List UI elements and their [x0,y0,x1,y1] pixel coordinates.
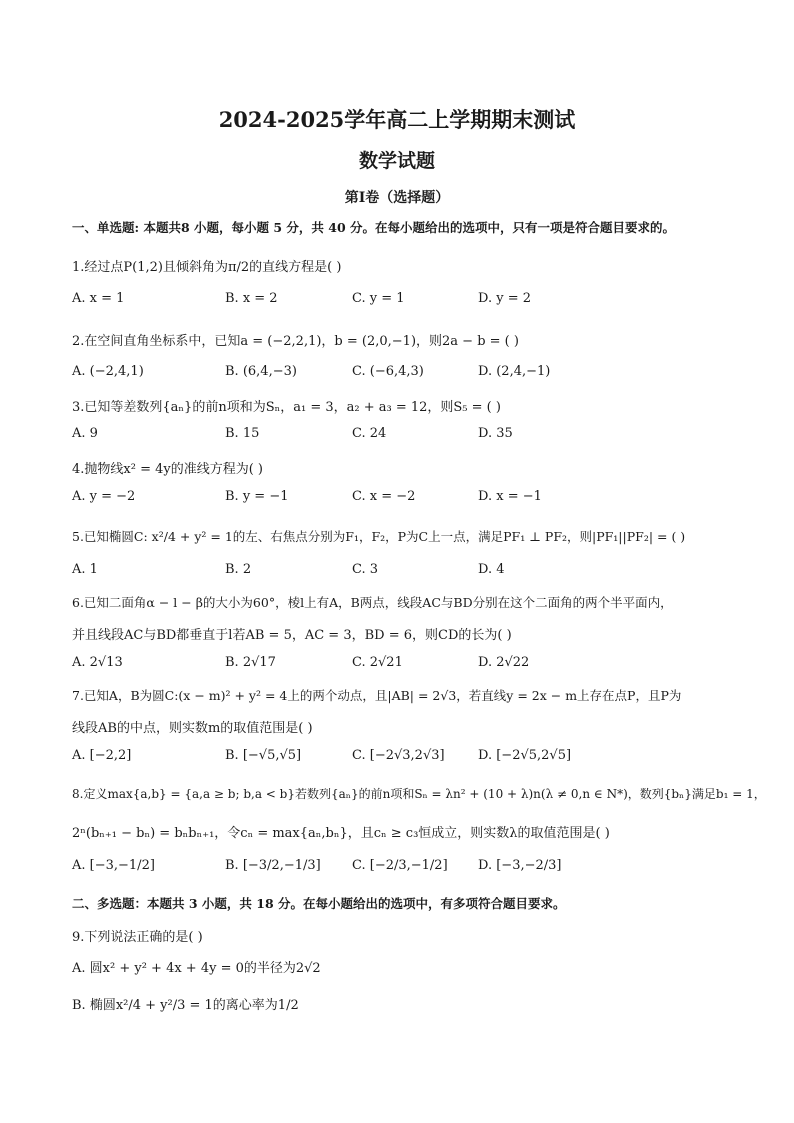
question-2-option-b: B. (6,4,−3) [225,364,297,379]
question-4-option-b: B. y = −1 [225,489,289,504]
question-8-option-a: A. [−3,−1/2] [72,858,155,873]
question-7-stem-line-2: 线段AB的中点，则实数m的取值范围是( ) [72,721,313,736]
question-7-option-b: B. [−√5,√5] [225,748,302,763]
question-9-stem: 9.下列说法正确的是( ) [72,930,203,945]
question-3-option-b: B. 15 [225,426,260,441]
question-7-option-c: C. [−2√3,2√3] [352,748,445,763]
question-1-stem: 1.经过点P(1,2)且倾斜角为π/2的直线方程是( ) [72,260,342,275]
volume-heading: 第I卷（选择题） [344,190,450,206]
question-6-option-c: C. 2√21 [352,655,403,670]
question-8-stem-line-2: 2ⁿ(bₙ₊₁ − bₙ) = bₙbₙ₊₁，令cₙ = max{aₙ,bₙ}，且cₙ ≥ c₃恒成立，则实数λ的取值范围是( ) [72,826,610,841]
section-heading-single-choice: 一、单选题: 本题共8 小题，每小题 5 分，共 40 分。在每小题给出的选项中，只有一项是符合题目要求的。 [72,220,676,235]
question-8-option-c: C. [−2/3,−1/2] [352,858,448,873]
question-5-option-d: D. 4 [478,562,505,577]
question-1-option-b: B. x = 2 [225,291,278,306]
question-9-option-a: A. 圆x² + y² + 4x + 4y = 0的半径为2√2 [72,961,321,976]
question-4-option-c: C. x = −2 [352,489,416,504]
question-5-option-a: A. 1 [72,562,98,577]
question-2-option-c: C. (−6,4,3) [352,364,424,379]
question-6-stem-line-2: 并且线段AC与BD都垂直于l若AB = 5，AC = 3，BD = 6，则CD的长为( ) [72,628,512,643]
question-6-option-a: A. 2√13 [72,655,123,670]
question-7-option-d: D. [−2√5,2√5] [478,748,572,763]
question-8-option-d: D. [−3,−2/3] [478,858,562,873]
question-4-stem: 4.抛物线x² = 4y的准线方程为( ) [72,462,263,477]
question-1-option-d: D. y = 2 [478,291,531,306]
question-2-option-d: D. (2,4,−1) [478,364,551,379]
question-5-option-b: B. 2 [225,562,252,577]
question-2-stem: 2.在空间直角坐标系中，已知a = (−2,2,1)，b = (2,0,−1)，则2a − b = ( ) [72,334,519,349]
question-5-stem: 5.已知椭圆C: x²/4 + y² = 1的左、右焦点分别为F₁，F₂，P为C上一点，满足PF₁ ⊥ PF₂，则|PF₁||PF₂| = ( ) [72,529,686,544]
question-5-option-c: C. 3 [352,562,379,577]
question-2-option-a: A. (−2,4,1) [72,364,144,379]
question-8-option-b: B. [−3/2,−1/3] [225,858,321,873]
question-1-option-a: A. x = 1 [72,291,125,306]
question-3-option-a: A. 9 [72,426,98,441]
question-8-stem-line-1: 8.定义max{a,b} = {a,a ≥ b; b,a < b}若数列{aₙ}的前n项和Sₙ = λn² + (10 + λ)n(λ ≠ 0,n ∈ N*)，数列{bₙ}满足b₁ = 1， [72,787,766,801]
question-7-option-a: A. [−2,2] [72,748,132,763]
section-heading-multi-choice: 二、多选题：本题共 3 小题，共 18 分。在每小题给出的选项中，有多项符合题目要求。 [72,896,566,911]
question-3-option-d: D. 35 [478,426,513,441]
question-6-option-d: D. 2√22 [478,655,530,670]
exam-subject: 数学试题 [358,150,435,172]
question-7-stem-line-1: 7.已知A，B为圆C:(x − m)² + y² = 4上的两个动点，且|AB| = 2√3，若直线y = 2x − m上存在点P，且P为 [72,688,682,703]
question-1-option-c: C. y = 1 [352,291,405,306]
question-4-option-a: A. y = −2 [72,489,136,504]
exam-title: 2024-2025学年高二上学期期末测试 [218,107,576,132]
question-9-option-b: B. 椭圆x²/4 + y²/3 = 1的离心率为1/2 [72,998,299,1013]
question-3-option-c: C. 24 [352,426,387,441]
question-6-option-b: B. 2√17 [225,655,276,670]
question-3-stem: 3.已知等差数列{aₙ}的前n项和为Sₙ，a₁ = 3，a₂ + a₃ = 12，则S₅ = ( ) [72,400,501,415]
question-6-stem-line-1: 6.已知二面角α − l − β的大小为60°，棱l上有A，B两点，线段AC与BD分别在这个二面角的两个半平面内， [72,595,673,610]
question-4-option-d: D. x = −1 [478,489,542,504]
